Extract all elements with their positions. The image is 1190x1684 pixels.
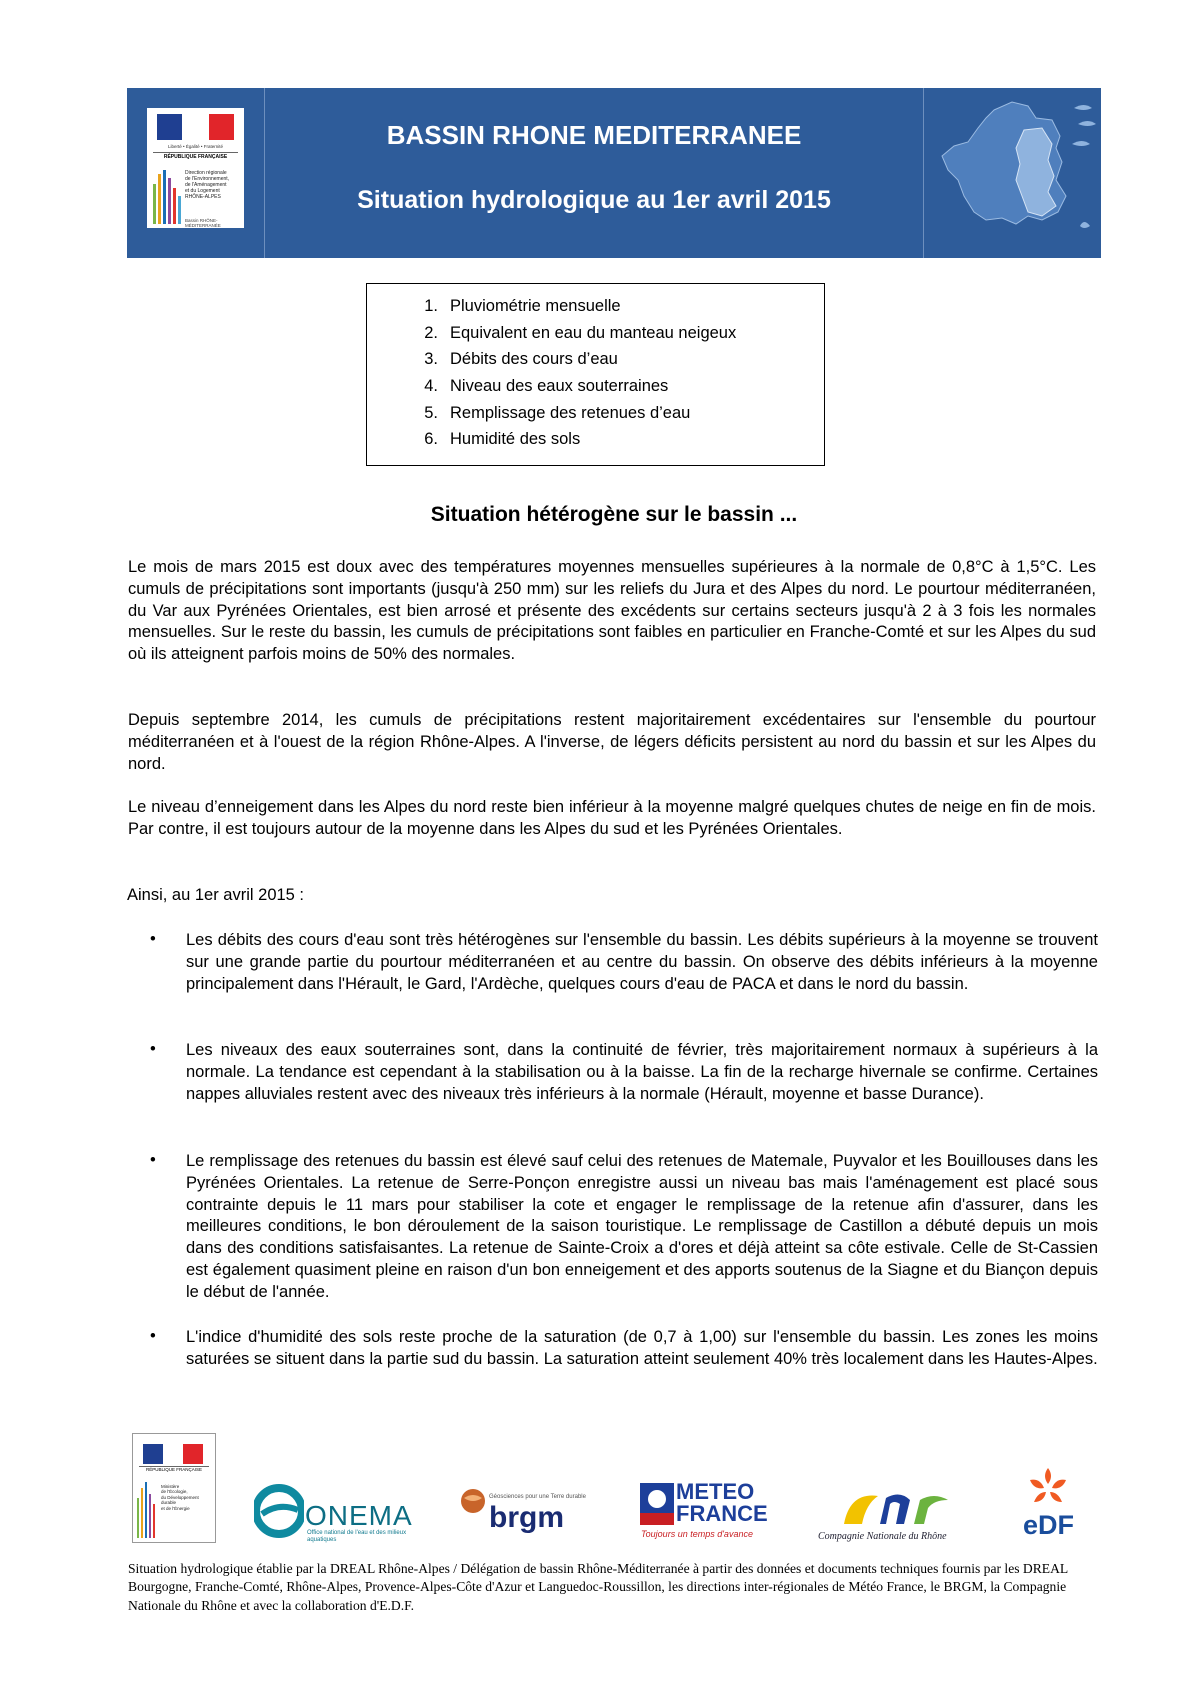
brgm-globe-icon <box>460 1488 486 1514</box>
onema-logo-text: ONEMA <box>305 1500 413 1531</box>
meteo-france-icon <box>640 1483 674 1525</box>
header-banner <box>127 88 1101 258</box>
paragraph: Le mois de mars 2015 est doux avec des températures moyennes mensuelles supérieures à la normale de 0,8°C à 1,5°C. Les cumuls de précipitations sont importants (jusqu'à 250 mm) sur les reliefs du Jura et des Alpes du nord. Le pourtour méditerranéen, du Var aux Pyrénées Orientales, est bien arrosé et présente des excédents sur certains secteurs jusqu'à 2 à 3 fois les normales mensuelles. Sur le reste du bassin, les cumuls de précipitations sont faibles en particulier en Franche-Comté et sur les Alpes du sud où ils atteignent parfois moins de 50% des normales. <box>128 558 1096 664</box>
banner-logo-cell <box>127 88 265 258</box>
brgm-logo-text: brgm <box>489 1501 564 1534</box>
page-title: BASSIN RHONE MEDITERRANEE <box>386 120 802 150</box>
bullet-item: Le remplissage des retenues du bassin est élevé sauf celui des retenues de Matemale, Puyvalor et les Bouillouses dans les Pyrénées Orientales. La retenue de Serre-Ponçon enregistre aussi un niveau bas mais l'aménagement est placé sous contrainte depuis le 11 mars pour stabiliser la cote et engager le remplissage de la retenue afin d'assurer, dans les meilleures conditions, le bon déroulement de la saison touristique. Le remplissage de Castillon a débuté depuis un mois dans des conditions satisfaisantes. La retenue de Sainte-Croix a d'ores et déjà atteint sa côte estivale. Celle de St-Cassien est également quasiment pleine en raison d'un bon enneigement et des apports soutenus de la Siagne et du Biançon depuis le début de l'année. <box>186 1152 1098 1301</box>
marianne-flag-icon <box>143 1444 203 1464</box>
logo-motto: Liberté • Égalité • Fraternité <box>168 144 223 149</box>
paragraph: Le niveau d’enneigement dans les Alpes du nord reste bien inférieur à la moyenne malgré quelques chutes de neige en fin de mois. Par contre, il est toujours autour de la moyenne dans les Alpes du sud et les Pyrénées Orientales. <box>128 798 1096 838</box>
paragraph: Depuis septembre 2014, les cumuls de précipitations restent majoritairement excédentaires sur l'ensemble du pourtour méditerranéen et à l'ouest de la région Rhône-Alpes. A l'inverse, de légers déficits persistent au nord du bassin et sur les Alpes du nord. <box>128 711 1096 773</box>
dreal-logo <box>147 108 244 228</box>
marianne-flag-icon <box>157 114 234 140</box>
ministry-text: Ministère de l'Écologie, du Développement durable et de l'Énergie <box>161 1484 199 1511</box>
logo-basin-text: Bassin RHÔNE-MÉDITERRANÉE <box>185 218 221 228</box>
intro-text: Ainsi, au 1er avril 2015 : <box>127 886 305 904</box>
bullet-item: Les niveaux des eaux souterraines sont, dans la continuité de février, très majoritairement normaux à supérieurs à la normale. La tendance est cependant à la stabilisation ou à la baisse. La fin de la recharge hivernale se confirme. Certaines nappes alluviales restent avec des niveaux très inférieurs à la normale (Hérault, moyenne et basse Durance). <box>186 1041 1098 1103</box>
toc-item: 6. Humidité des sols <box>424 430 581 448</box>
bullet-icon: • <box>150 1151 156 1169</box>
edf-flower-icon <box>1020 1464 1076 1510</box>
bullet-icon: • <box>150 1327 156 1345</box>
bullet-icon: • <box>150 1040 156 1058</box>
logo-stripes-icon <box>137 1482 159 1538</box>
onema-subtitle: Office national de l'eau et des milieux aquatiques <box>307 1530 407 1543</box>
bullet-item: L'indice d'humidité des sols reste proche de la saturation (de 0,7 à 1,00) sur l'ensemble du bassin. Les zones les moins saturées se situent dans la partie sud du bassin. La saturation atteint seulement 40% très localement dans les Hautes-Alpes. <box>186 1328 1098 1368</box>
toc-item: 1. Pluviométrie mensuelle <box>424 297 621 315</box>
contents-box <box>366 283 825 466</box>
cnr-logo-icon <box>840 1486 952 1528</box>
credits-text: Situation hydrologique établie par la DREAL Rhône-Alpes / Délégation de bassin Rhône-Méditerranée à partir des données et documents techniques fournis par les DREAL Bourgogne, Franche-Comté, Rhône-Alpes, Provence-Alpes-Côte d'Azur et Languedoc-Roussillon, les directions inter-régionales de Météo France, le BRGM, la Compagnie Nationale du Rhône et avec la collaboration d'E.D.F. <box>128 1561 1068 1613</box>
meteo-france-tagline: Toujours un temps d'avance <box>641 1529 753 1539</box>
ministry-republic: RÉPUBLIQUE FRANÇAISE <box>139 1466 209 1472</box>
page-subtitle: Situation hydrologique au 1er avril 2015 <box>357 186 831 214</box>
bullet-item: Les débits des cours d'eau sont très hétérogènes sur l'ensemble du bassin. Les débits supérieurs à la moyenne se trouvent sur une grande partie du pourtour méditerranéen et au centre du bassin. On observe des débits inférieurs à la moyenne principalement dans l'Hérault, le Gard, l'Ardèche, quelques cours d'eau de PACA et dans le nord du bassin. <box>186 931 1098 993</box>
toc-item: 5. Remplissage des retenues d’eau <box>424 404 691 422</box>
bullet-icon: • <box>150 930 156 948</box>
section-title: Situation hétérogène sur le bassin ... <box>430 503 798 526</box>
meteo-france-logo-text: METEO FRANCE <box>676 1479 768 1526</box>
edf-logo-text: eDF <box>1023 1510 1075 1540</box>
logo-stripes-icon <box>153 170 183 224</box>
cnr-tagline: Compagnie Nationale du Rhône <box>818 1531 947 1542</box>
toc-item: 2. Equivalent en eau du manteau neigeux <box>424 324 737 342</box>
toc-item: 3. Débits des cours d’eau <box>424 350 618 368</box>
brgm-tagline: Géosciences pour une Terre durable <box>489 1494 586 1500</box>
logo-republic: RÉPUBLIQUE FRANÇAISE <box>153 152 238 160</box>
banner-map-cell <box>923 88 1101 258</box>
ministry-logo <box>132 1433 216 1543</box>
onema-swirl-icon <box>254 1484 304 1538</box>
france-map-icon <box>924 88 1101 258</box>
logo-dreal-text: Direction régionale de l'Environnement, de l'Aménagement et du Logement RHÔNE-ALPES <box>185 170 230 200</box>
toc-item: 4. Niveau des eaux souterraines <box>424 377 669 395</box>
